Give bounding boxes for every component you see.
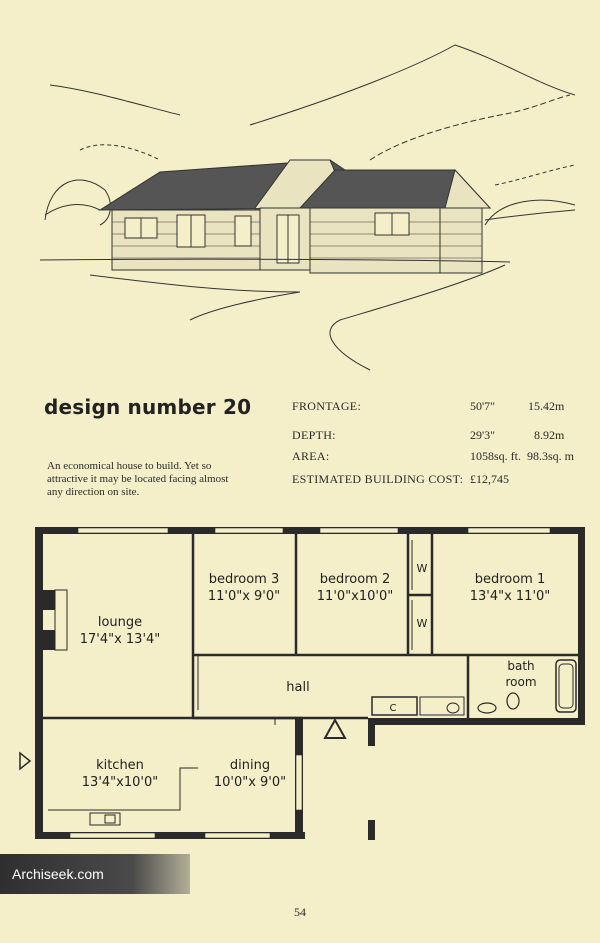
room-bathroom: bath room (505, 659, 537, 689)
room-kitchen-size: 13'4"x10'0" (81, 775, 159, 790)
room-bedroom-2-name: bedroom 2 (319, 572, 391, 587)
house-description: An economical house to build. Yet so attractive it may be located facing almost any direction on site. (47, 460, 229, 498)
spec-area-imperial: 1058sq. ft. (470, 449, 521, 463)
room-bedroom-3-name: bedroom 3 (208, 572, 280, 587)
page-number: 54 (294, 905, 306, 919)
room-bedroom-1-size: 13'4"x 11'0" (469, 589, 551, 604)
room-bedroom-3 (196, 571, 292, 605)
room-lounge-name: lounge (97, 615, 143, 630)
spec-depth-imperial: 29'3" (470, 428, 496, 442)
room-bedroom-2 (305, 571, 405, 605)
design-title: design number 20 (44, 395, 252, 419)
spec-depth-metric: 8.92m (534, 428, 565, 442)
spec-cost-label: ESTIMATED BUILDING COST: (292, 472, 464, 486)
room-dining-name: dining (229, 758, 271, 773)
room-lounge-size: 17'4"x 13'4" (79, 632, 161, 647)
spec-frontage-metric: 15.42m (528, 399, 565, 413)
cupboard-label: C (389, 703, 397, 714)
spec-frontage-label: FRONTAGE: (292, 399, 362, 413)
spec-cost-value: £12,745 (470, 472, 509, 486)
room-kitchen-name: kitchen (96, 758, 144, 773)
house-sketch (30, 30, 580, 390)
spec-depth-label: DEPTH: (292, 428, 336, 442)
room-lounge (65, 614, 175, 648)
wardrobe-b-label: W (416, 617, 428, 630)
room-dining-size: 10'0"x 9'0" (213, 775, 287, 790)
wardrobe-a-label: W (416, 562, 428, 575)
spec-area-label: AREA: (292, 449, 330, 463)
room-hall: hall (286, 680, 310, 695)
room-kitchen (70, 757, 170, 791)
spec-frontage-imperial: 50'7" (470, 399, 496, 413)
room-bedroom-1 (460, 571, 560, 605)
spec-area-metric: 98.3sq. m (527, 449, 575, 463)
room-dining (205, 757, 295, 791)
room-bedroom-2-size: 11'0"x10'0" (316, 589, 394, 604)
room-bedroom-3-size: 11'0"x 9'0" (207, 589, 281, 604)
entry-arrow-icon (325, 720, 345, 738)
side-entry-arrow-icon (20, 753, 30, 769)
watermark-banner: Archiseek.com (0, 854, 190, 894)
room-bedroom-1-name: bedroom 1 (474, 572, 546, 587)
